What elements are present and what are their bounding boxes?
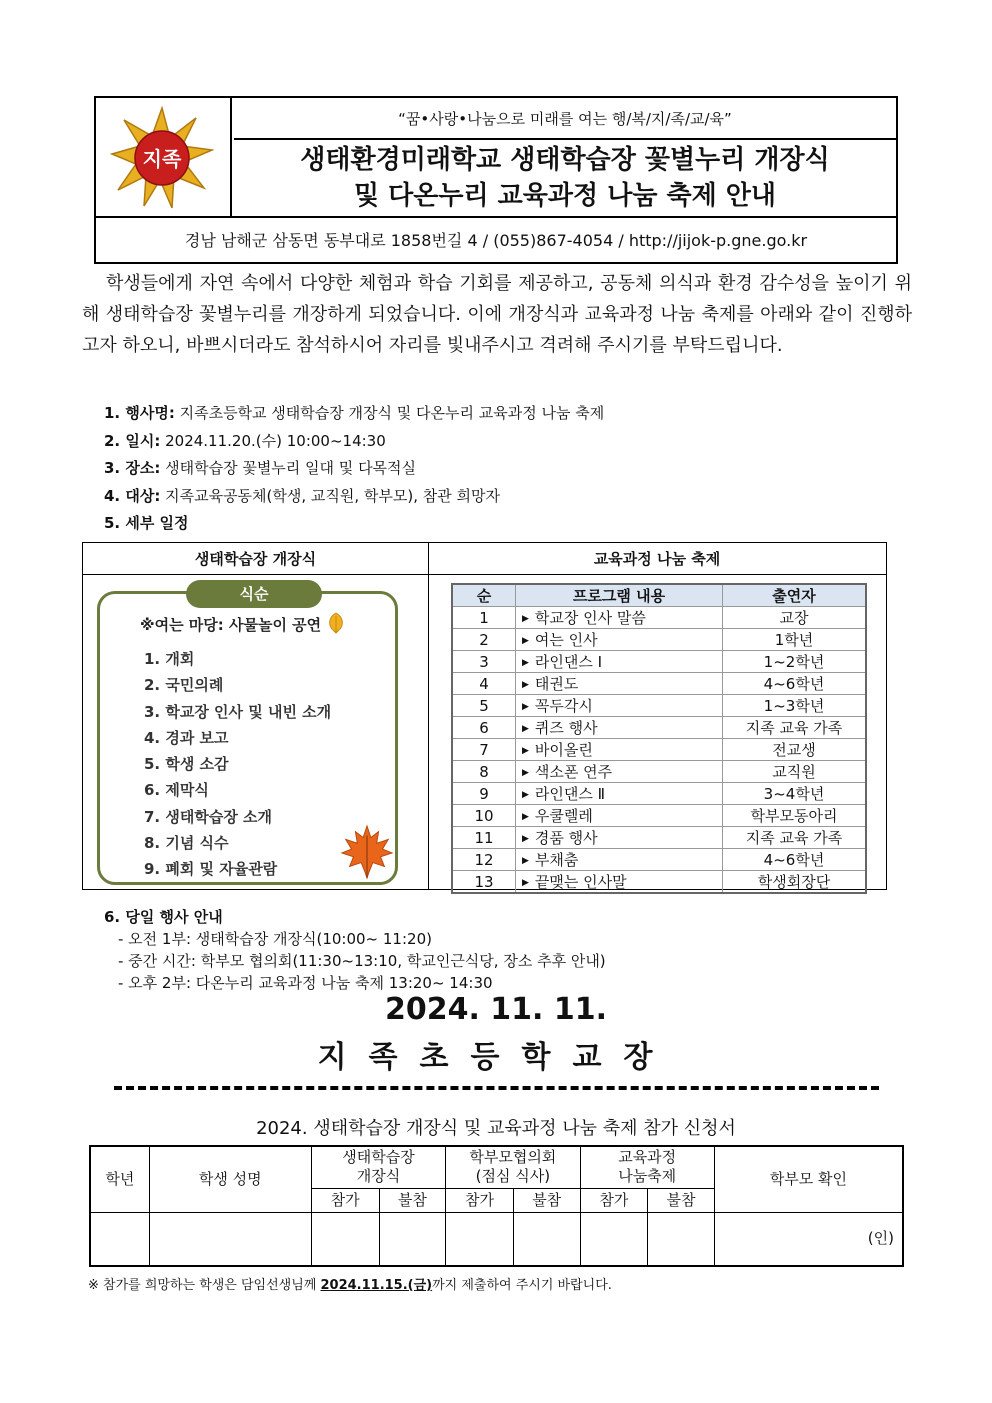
detail-value: 지족초등학교 생태학습장 개장식 및 다온누리 교육과정 나눔 축제	[174, 404, 605, 422]
program-performer: 교장	[723, 607, 867, 629]
program-no: 9	[452, 783, 516, 805]
detail-item	[104, 483, 904, 511]
program-no: 8	[452, 761, 516, 783]
title-line-2: 및 다온누리 교육과정 나눔 축제 안내	[354, 181, 776, 211]
bullet-triangle-icon: ▶	[522, 658, 529, 668]
day-info-line: - 오후 2부: 다온누리 교육과정 나눔 축제 13:20~ 14:30	[118, 974, 493, 992]
program-content	[516, 673, 723, 695]
bullet-triangle-icon: ▶	[522, 856, 529, 866]
program-performer: 지족 교육 가족	[723, 827, 867, 849]
program-no: 7	[452, 739, 516, 761]
intro-paragraph: 학생들에게 자연 속에서 다양한 체험과 학습 기회를 제공하고, 공동체 의식과 환경 감수성을 높이기 위해 생태학습장 꽃별누리를 개장하게 되었습니다. 이에 개장식과 교육과정 나눔 축제를 아래와 같이 진행하고자 하오니, 바쁘시더라도 참석하시어 자리를 빛내주시고 격려해 주시기를 부탁드립니다.	[82, 273, 912, 356]
program-content	[516, 717, 723, 739]
ceremony-col-line: 개장식	[356, 1167, 401, 1186]
meeting-absent: 불참	[513, 1188, 580, 1212]
meeting-attend-entry[interactable]	[446, 1212, 514, 1266]
program-content-text: 부채춤	[534, 851, 579, 869]
program-no: 2	[452, 629, 516, 651]
program-performer: 4~6학년	[723, 673, 867, 695]
note-suffix: 까지 제출하여 주시기 바랍니다.	[432, 1278, 612, 1293]
program-content-text: 여는 인사	[534, 631, 598, 649]
program-no: 12	[452, 849, 516, 871]
festival-col-line: 나눔축제	[618, 1167, 677, 1186]
program-content-text: 태권도	[534, 675, 579, 693]
day-info-line: - 오전 1부: 생태학습장 개장식(10:00~ 11:20)	[118, 930, 432, 948]
col-content: 프로그램 내용	[516, 584, 723, 607]
program-row	[452, 695, 866, 717]
program-no: 4	[452, 673, 516, 695]
opening-performance	[140, 612, 346, 635]
cut-line	[114, 1086, 879, 1090]
ceremony-col-line: 생태학습장	[342, 1148, 415, 1167]
detail-item	[104, 455, 904, 483]
program-row	[452, 783, 866, 805]
detail-label: 1. 행사명:	[104, 404, 175, 422]
program-content-text: 퀴즈 행사	[534, 719, 598, 737]
program-no: 11	[452, 827, 516, 849]
form-header-row	[90, 1146, 903, 1188]
logo-text: 지족	[142, 147, 182, 171]
day-info	[104, 906, 606, 994]
program-row	[452, 871, 866, 894]
ceremony-step: 3. 학교장 인사 및 내빈 소개	[144, 702, 332, 721]
program-content	[516, 827, 723, 849]
program-no: 1	[452, 607, 516, 629]
detail-item	[104, 510, 904, 538]
submission-note	[88, 1274, 612, 1293]
program-row	[452, 607, 866, 629]
ceremony-col-header	[311, 1146, 445, 1188]
ceremony-attend: 참가	[311, 1188, 379, 1212]
grade-header: 학년	[90, 1146, 149, 1212]
program-content	[516, 849, 723, 871]
bullet-triangle-icon: ▶	[522, 878, 529, 888]
program-content-text: 꼭두각시	[534, 697, 593, 715]
program-performer: 학생회장단	[723, 871, 867, 894]
program-row	[452, 629, 866, 651]
grade-entry[interactable]	[90, 1212, 149, 1266]
program-content-text: 라인댄스 Ⅱ	[534, 785, 606, 803]
meeting-absent-entry[interactable]	[513, 1212, 580, 1266]
letterhead	[94, 96, 898, 264]
bullet-triangle-icon: ▶	[522, 746, 529, 756]
col-no: 순	[452, 584, 516, 607]
student-name-header: 학생 성명	[149, 1146, 311, 1212]
program-content-text: 라인댄스 Ⅰ	[534, 653, 603, 671]
note-deadline: 2024.11.15.(금)	[320, 1278, 433, 1293]
meeting-col-line: (점심 식사)	[475, 1167, 551, 1186]
ceremony-step: 5. 학생 소감	[144, 755, 229, 774]
ceremony-step: 4. 경과 보고	[144, 728, 229, 747]
detail-label: 5. 세부 일정	[104, 514, 189, 532]
issue-date: 2024. 11. 11.	[384, 992, 608, 1027]
note-prefix: ※ 참가를 희망하는 학생은 담임선생님께	[88, 1278, 321, 1293]
detail-value: 지족교육공동체(학생, 교직원, 학부모), 참관 희망자	[160, 486, 500, 505]
festival-col-line: 교육과정	[618, 1148, 677, 1167]
program-performer: 1~3학년	[723, 695, 867, 717]
program-content	[516, 805, 723, 827]
ceremony-step: 9. 폐회 및 자율관람	[144, 860, 278, 879]
detail-label: 4. 대상:	[104, 486, 161, 505]
meeting-attend: 참가	[446, 1188, 514, 1212]
meeting-col-line: 학부모협의회	[469, 1148, 557, 1167]
festival-col-header	[580, 1146, 714, 1188]
program-performer: 1학년	[723, 629, 867, 651]
student-name-entry[interactable]	[149, 1212, 311, 1266]
program-performer: 지족 교육 가족	[723, 717, 867, 739]
ceremony-step: 6. 제막식	[144, 781, 209, 800]
program-no: 6	[452, 717, 516, 739]
bullet-triangle-icon: ▶	[522, 768, 529, 778]
program-header-row	[452, 584, 866, 607]
logo-cell	[96, 98, 232, 216]
ceremony-order-card	[97, 585, 398, 885]
event-details	[104, 400, 904, 538]
program-rows	[452, 607, 866, 894]
ceremony-header: 생태학습장 개장식	[83, 543, 428, 575]
schedule-table	[82, 542, 887, 890]
yellow-leaf-icon	[326, 612, 346, 634]
program-no: 13	[452, 871, 516, 894]
program-content-text: 끝맺는 인사말	[534, 873, 627, 891]
form-entry-row	[90, 1212, 903, 1266]
program-content-text: 경품 행사	[534, 829, 598, 847]
program-content	[516, 761, 723, 783]
ceremony-step: 2. 국민의례	[144, 676, 224, 695]
bullet-triangle-icon: ▶	[522, 636, 529, 646]
ceremony-absent: 불참	[379, 1188, 446, 1212]
bullet-triangle-icon: ▶	[522, 614, 529, 624]
program-content	[516, 607, 723, 629]
festival-program-table	[451, 583, 867, 894]
bullet-triangle-icon: ▶	[522, 790, 529, 800]
application-form-title: 2024. 생태학습장 개장식 및 교육과정 나눔 축제 참가 신청서	[256, 1118, 736, 1139]
ceremony-step: 8. 기념 식수	[144, 834, 229, 853]
seal-mark: (인)	[867, 1229, 894, 1248]
festival-attend-entry[interactable]	[580, 1212, 648, 1266]
program-content-text: 바이올린	[534, 741, 593, 759]
parent-seal-entry[interactable]	[714, 1212, 903, 1266]
detail-label: 2. 일시:	[104, 431, 161, 450]
program-no: 10	[452, 805, 516, 827]
detail-label: 3. 장소:	[104, 459, 161, 477]
bullet-triangle-icon: ▶	[522, 834, 529, 844]
program-content-text: 학교장 인사 말씀	[534, 609, 646, 627]
ceremony-step: 1. 개회	[144, 650, 195, 668]
day-info-title: 6. 당일 행사 안내	[104, 908, 223, 926]
bullet-triangle-icon: ▶	[522, 724, 529, 734]
ceremony-attend-entry[interactable]	[311, 1212, 379, 1266]
program-row	[452, 673, 866, 695]
festival-header: 교육과정 나눔 축제	[428, 543, 886, 575]
bullet-triangle-icon: ▶	[522, 812, 529, 822]
ceremony-steps	[144, 646, 331, 883]
ceremony-step: 7. 생태학습장 소개	[144, 807, 273, 826]
program-performer: 3~4학년	[723, 783, 867, 805]
program-content-text: 우쿨렐레	[534, 807, 593, 825]
document-title	[234, 140, 896, 218]
program-performer: 1~2학년	[723, 651, 867, 673]
order-badge: 식순	[186, 580, 322, 608]
detail-value: 생태학습장 꽃별누리 일대 및 다목적실	[160, 459, 417, 477]
program-performer: 전교생	[723, 739, 867, 761]
program-content	[516, 739, 723, 761]
program-row	[452, 805, 866, 827]
program-no: 5	[452, 695, 516, 717]
column-divider	[428, 543, 429, 889]
detail-item	[104, 400, 904, 428]
school-logo-icon	[110, 106, 214, 210]
opening-performance-text: ※여는 마당: 사물놀이 공연	[140, 616, 322, 634]
maple-leaf-icon	[338, 822, 396, 880]
day-info-line: - 중간 시간: 학부모 협의회(11:30~13:10, 학교인근식당, 장소 추후 안내)	[118, 952, 606, 970]
program-content	[516, 871, 723, 894]
program-content	[516, 783, 723, 805]
program-content-text: 색소폰 연주	[534, 763, 613, 781]
bullet-triangle-icon: ▶	[522, 702, 529, 712]
program-content	[516, 651, 723, 673]
program-row	[452, 717, 866, 739]
application-form	[89, 1145, 904, 1267]
program-row	[452, 739, 866, 761]
festival-absent: 불참	[648, 1188, 715, 1212]
program-performer: 학부모동아리	[723, 805, 867, 827]
school-address: 경남 남해군 삼동면 동부대로 1858번길 4 / (055)867-4054 / http://jijok-p.gne.go.kr	[96, 216, 896, 262]
program-performer: 교직원	[723, 761, 867, 783]
program-performer: 4~6학년	[723, 849, 867, 871]
detail-item	[104, 428, 904, 456]
parent-confirm-header: 학부모 확인	[714, 1146, 903, 1212]
program-content	[516, 629, 723, 651]
slogan: “꿈•사랑•나눔으로 미래를 여는 행/복/지/족/교/육”	[234, 98, 896, 140]
program-row	[452, 761, 866, 783]
program-row	[452, 827, 866, 849]
ceremony-absent-entry[interactable]	[379, 1212, 446, 1266]
program-content	[516, 695, 723, 717]
program-row	[452, 849, 866, 871]
detail-value: 2024.11.20.(수) 10:00~14:30	[160, 431, 386, 450]
principal-signature: 지족초등학교장	[317, 1040, 675, 1075]
meeting-col-header	[446, 1146, 580, 1188]
col-performer: 출연자	[723, 584, 867, 607]
program-row	[452, 651, 866, 673]
festival-absent-entry[interactable]	[648, 1212, 715, 1266]
program-no: 3	[452, 651, 516, 673]
bullet-triangle-icon: ▶	[522, 680, 529, 690]
title-line-1: 생태환경미래학교 생태학습장 꽃별누리 개장식	[300, 145, 830, 175]
festival-attend: 참가	[580, 1188, 648, 1212]
